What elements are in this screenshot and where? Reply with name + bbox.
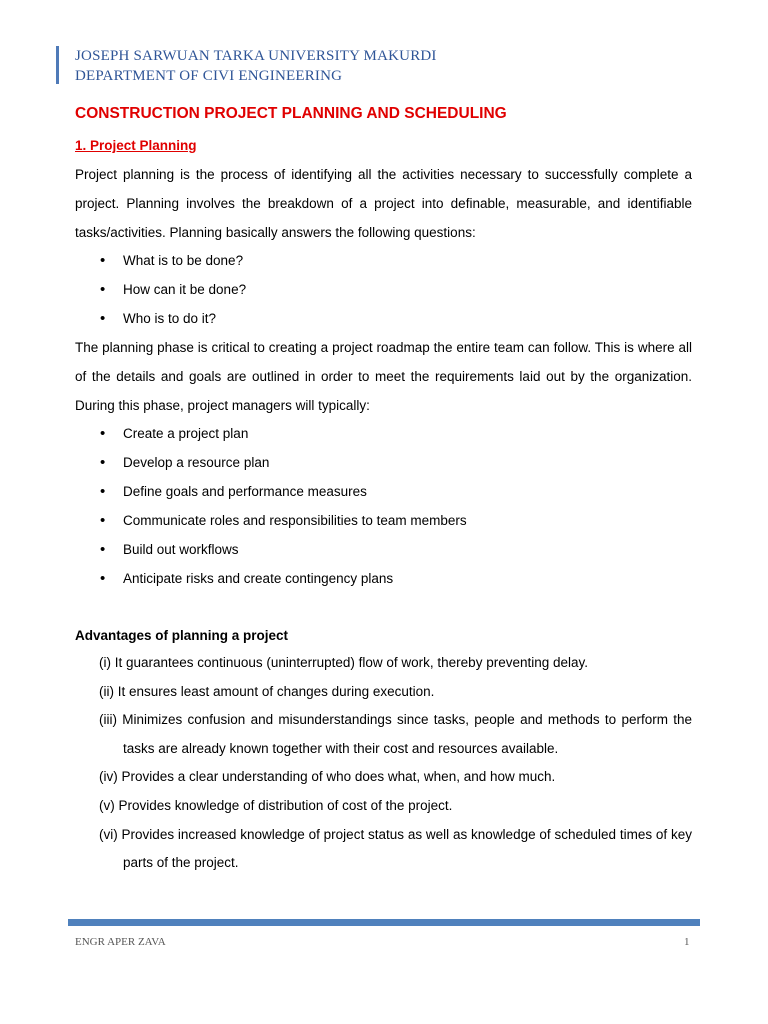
list-item: (vi) Provides increased knowledge of project status as well as knowledge of scheduled times of key parts of the project.	[99, 826, 692, 871]
paragraph-planning-phase: The planning phase is critical to creating a project roadmap the entire team can follow. This is where all of the details and goals are outlined in order to meet the requirements laid out by the organization. During this phase, project managers will typically:	[75, 340, 692, 413]
bullet-icon: •	[100, 252, 106, 269]
list-item: (i) It guarantees continuous (uninterrupted) flow of work, thereby preventing delay.	[99, 655, 589, 670]
list-item: • Build out workflows	[75, 535, 467, 564]
tasks-list	[75, 419, 467, 593]
list-item: • Communicate roles and responsibilities to team members	[75, 506, 467, 535]
section-heading-project-planning: 1. Project Planning	[75, 138, 197, 153]
advantages-heading: Advantages of planning a project	[75, 628, 289, 643]
list-item: • Who is to do it?	[75, 304, 246, 333]
list-item: (iv) Provides a clear understanding of who does what, when, and how much.	[99, 769, 556, 785]
bullet-icon: •	[100, 541, 106, 558]
header	[75, 46, 437, 86]
footer-author: ENGR APER ZAVA	[75, 936, 166, 948]
bullet-icon: •	[100, 425, 106, 442]
bullet-icon: •	[100, 570, 106, 587]
list-item: • How can it be done?	[75, 275, 246, 304]
list-item: • Create a project plan	[75, 419, 467, 448]
bullet-icon: •	[100, 310, 106, 327]
list-item: (ii) It ensures least amount of changes during execution.	[99, 683, 435, 699]
bullet-icon: •	[100, 483, 106, 500]
list-item: • Anticipate risks and create contingency plans	[75, 564, 467, 593]
bullet-icon: •	[100, 512, 106, 529]
paragraph-definition: Project planning is the process of identifying all the activities necessary to successfully complete a project. Planning involves the breakdown of a project into definable, measurable, and identifiable tasks/activities. Planning basically answers the following questions:	[75, 167, 692, 240]
department-name: DEPARTMENT OF CIVI ENGINEERING	[75, 68, 343, 84]
advantages-list	[99, 649, 692, 878]
list-item: • Develop a resource plan	[75, 448, 467, 477]
list-item: • Define goals and performance measures	[75, 477, 467, 506]
footer-rule	[68, 919, 700, 926]
bullet-icon: •	[100, 281, 106, 298]
questions-list	[75, 246, 246, 333]
list-item: (v) Provides knowledge of distribution of cost of the project.	[99, 797, 453, 813]
university-name: JOSEPH SARWUAN TARKA UNIVERSITY MAKURDI	[75, 48, 437, 64]
list-item: (iii) Minimizes confusion and misunderstandings since tasks, people and methods to perform the tasks are already known together with their cost and resources available.	[99, 712, 692, 756]
document-title: CONSTRUCTION PROJECT PLANNING AND SCHEDULING	[75, 105, 507, 122]
page-number: 1	[684, 936, 690, 948]
header-accent-bar	[56, 46, 59, 84]
bullet-icon: •	[100, 454, 106, 471]
list-item: • What is to be done?	[75, 246, 246, 275]
